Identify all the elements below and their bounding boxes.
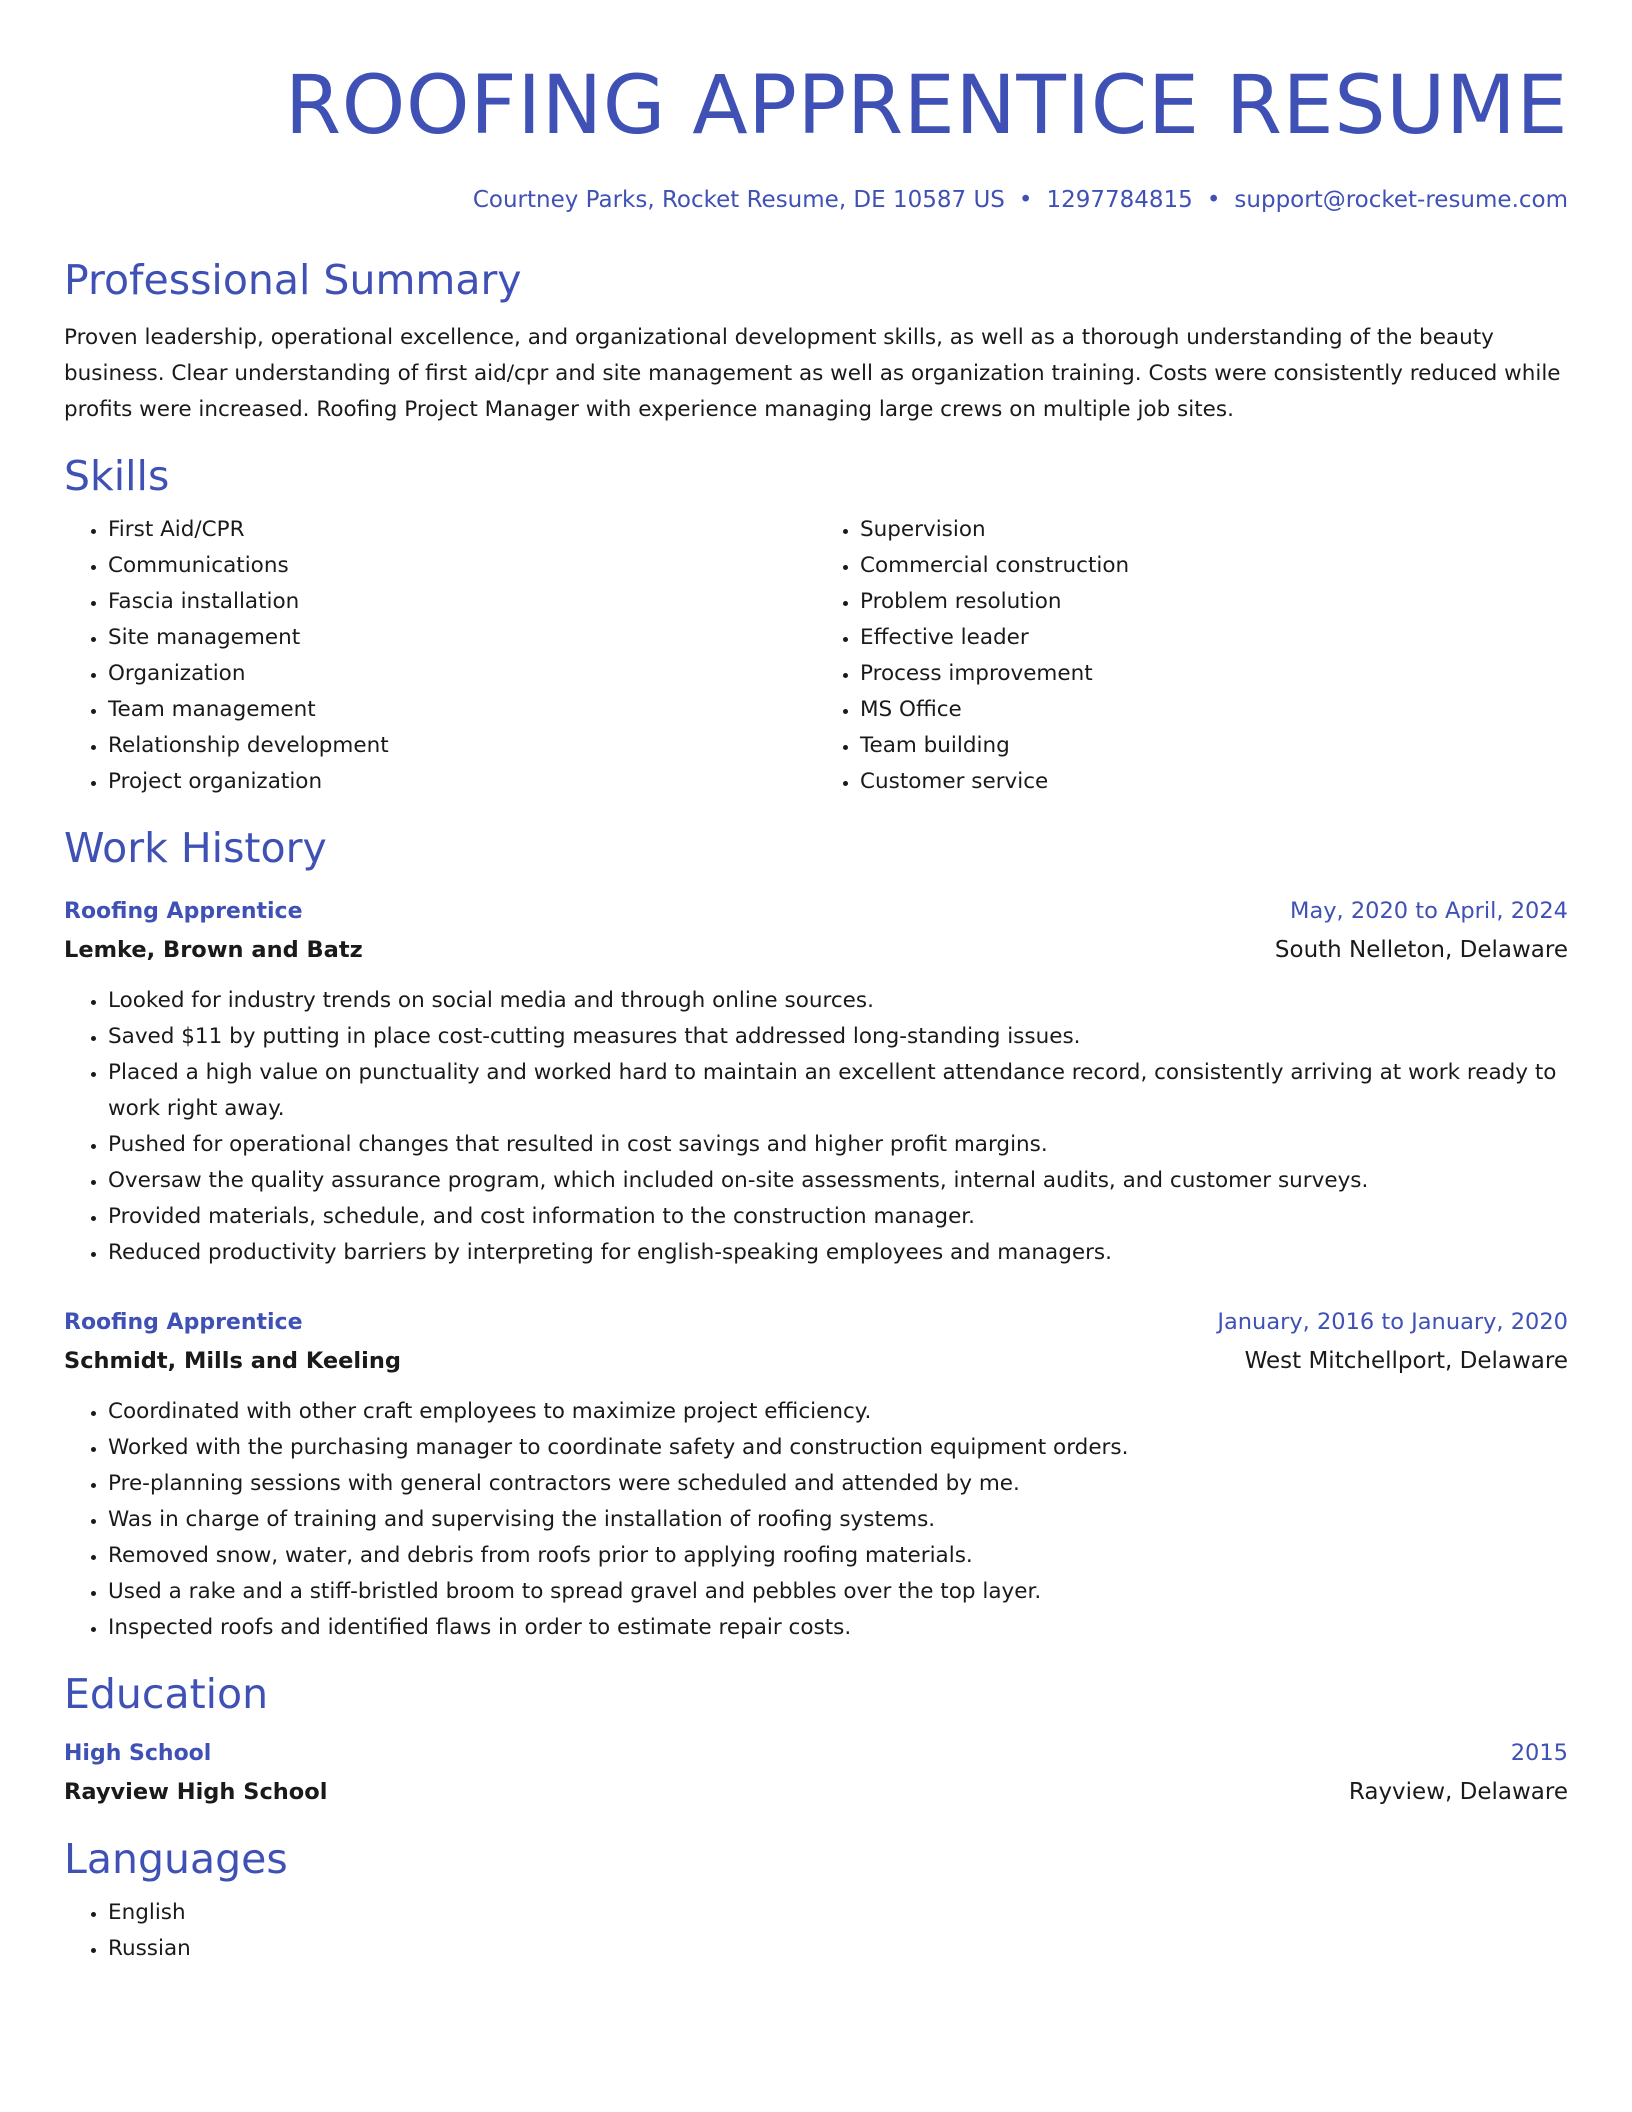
- languages-section: [64, 1833, 1568, 1967]
- contact-separator: •: [1018, 187, 1033, 213]
- job-company: Schmidt, Mills and Keeling: [64, 1348, 401, 1374]
- job-duty-item: • Pushed for operational changes that resulted in cost savings and higher profit margins.: [108, 1127, 1568, 1163]
- language-item: • Russian: [108, 1931, 1568, 1967]
- job-dates: January, 2016 to January, 2020: [1217, 1309, 1568, 1335]
- skills-list-left: [64, 512, 816, 800]
- job-duty-item: • Oversaw the quality assurance program, which included on-site assessments, internal audits, and customer surveys.: [108, 1163, 1568, 1199]
- job-duty-item: • Worked with the purchasing manager to coordinate safety and construction equipment orders.: [108, 1430, 1568, 1466]
- skill-item: • Process improvement: [860, 656, 1568, 692]
- job-location: West Mitchellport, Delaware: [1244, 1348, 1568, 1374]
- job-title: Roofing Apprentice: [64, 899, 303, 924]
- resume-title: ROOFING APPRENTICE RESUME: [284, 59, 1568, 153]
- job-duty-item: • Placed a high value on punctuality and worked hard to maintain an excellent attendance record, consistently arriving at work ready to work right away.: [108, 1055, 1568, 1127]
- job-title: Roofing Apprentice: [64, 1310, 303, 1335]
- job-location: South Nelleton, Delaware: [1274, 937, 1568, 963]
- skills-list-right: [816, 512, 1568, 800]
- contact-phone: 1297784815: [1046, 187, 1193, 213]
- skill-item: • Fascia installation: [108, 584, 816, 620]
- section-heading-work-history: Work History: [64, 824, 327, 872]
- job-dates: May, 2020 to April, 2024: [1290, 898, 1568, 924]
- skills-grid: [64, 512, 1568, 800]
- job-duty-item: • Looked for industry trends on social media and through online sources.: [108, 983, 1568, 1019]
- section-heading-languages: Languages: [64, 1835, 288, 1883]
- job-duties-list: [64, 1394, 1568, 1646]
- language-item: • English: [108, 1895, 1568, 1931]
- skill-item: • Site management: [108, 620, 816, 656]
- job-duty-item: • Used a rake and a stiff-bristled broom to spread gravel and pebbles over the top layer.: [108, 1574, 1568, 1610]
- job-duty-item: • Was in charge of training and supervising the installation of roofing systems.: [108, 1502, 1568, 1538]
- job-duties-list: [64, 983, 1568, 1271]
- contact-email[interactable]: support@rocket-resume.com: [1234, 187, 1568, 213]
- job-company: Lemke, Brown and Batz: [64, 937, 363, 963]
- languages-list: [64, 1895, 1568, 1967]
- job-duty-item: • Inspected roofs and identified flaws in order to estimate repair costs.: [108, 1610, 1568, 1646]
- skill-item: • MS Office: [860, 692, 1568, 728]
- education-school: Rayview High School: [64, 1779, 328, 1805]
- education-degree: High School: [64, 1741, 212, 1766]
- job-title-row: [64, 892, 1568, 931]
- job-entry: [64, 1303, 1568, 1646]
- education-school-row: [64, 1773, 1568, 1811]
- section-heading-skills: Skills: [64, 452, 170, 500]
- skill-item: • Team management: [108, 692, 816, 728]
- skills-section: [64, 450, 1568, 800]
- job-duty-item: • Removed snow, water, and debris from roofs prior to applying roofing materials.: [108, 1538, 1568, 1574]
- job-entry: [64, 892, 1568, 1271]
- job-company-row: [64, 1342, 1568, 1380]
- job-duty-item: • Pre-planning sessions with general contractors were scheduled and attended by me.: [108, 1466, 1568, 1502]
- skill-item: • Project organization: [108, 764, 816, 800]
- education-section: [64, 1668, 1568, 1811]
- job-company-row: [64, 931, 1568, 969]
- section-heading-education: Education: [64, 1670, 269, 1718]
- job-title-row: [64, 1303, 1568, 1342]
- education-location: Rayview, Delaware: [1348, 1779, 1568, 1805]
- skill-item: • Supervision: [860, 512, 1568, 548]
- job-duty-item: • Coordinated with other craft employees to maximize project efficiency.: [108, 1394, 1568, 1430]
- professional-summary-section: [64, 254, 1568, 428]
- skill-item: • Effective leader: [860, 620, 1568, 656]
- skill-item: • Customer service: [860, 764, 1568, 800]
- skill-item: • Communications: [108, 548, 816, 584]
- education-degree-row: [64, 1734, 1568, 1773]
- job-duty-item: • Saved $11 by putting in place cost-cutting measures that addressed long-standing issues.: [108, 1019, 1568, 1055]
- skill-item: • Organization: [108, 656, 816, 692]
- job-duty-item: • Provided materials, schedule, and cost information to the construction manager.: [108, 1199, 1568, 1235]
- work-history-section: [64, 822, 1568, 1646]
- contact-line: [64, 184, 1568, 216]
- section-heading-summary: Professional Summary: [64, 256, 522, 304]
- contact-address: Courtney Parks, Rocket Resume, DE 10587 US: [472, 187, 1005, 213]
- education-year: 2015: [1510, 1740, 1568, 1766]
- contact-separator: •: [1206, 187, 1221, 213]
- education-entry: [64, 1734, 1568, 1811]
- skill-item: • Problem resolution: [860, 584, 1568, 620]
- job-duty-item: • Reduced productivity barriers by interpreting for english-speaking employees and managers.: [108, 1235, 1568, 1271]
- summary-text: Proven leadership, operational excellence, and organizational development skills, as well as a thorough understanding of the beauty business. Clear understanding of first aid/cpr and site management as well as organization training. Costs were consistently reduced while profits were increased. Roofing Project Manager with experience managing large crews on multiple job sites.: [64, 325, 1561, 422]
- skill-item: • First Aid/CPR: [108, 512, 816, 548]
- skill-item: • Team building: [860, 728, 1568, 764]
- skill-item: • Commercial construction: [860, 548, 1568, 584]
- skill-item: • Relationship development: [108, 728, 816, 764]
